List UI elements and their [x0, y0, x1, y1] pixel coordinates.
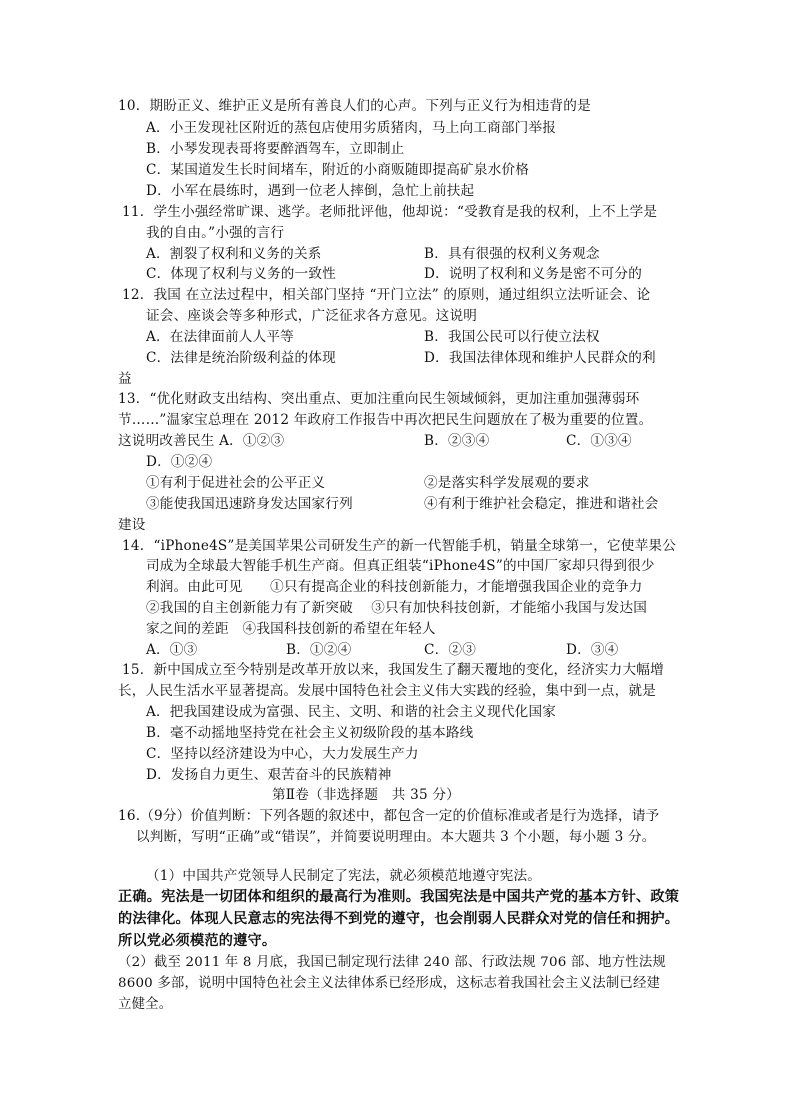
- q13-statement-1: ①有利于促进社会的公平正义: [146, 475, 326, 491]
- q12-option-a: A．在法律面前人人平等: [146, 329, 294, 345]
- q11-option-c: C．体现了权利与义务的一致性: [146, 266, 336, 282]
- q14-stem-line4: ②我国的自主创新能力有了新突破 ③只有加快科技创新，才能缩小我国与发达国: [146, 600, 648, 616]
- q14-stem-line2: 司成为全球最大智能手机生产商。但真正组装“iPhone4S”的中国厂家却只得到很少: [146, 558, 655, 574]
- q13-stem-line3: 这说明改善民生 A．①②③: [118, 433, 285, 449]
- section-2-title: 第Ⅱ卷（非选择题 共 35 分）: [272, 787, 460, 803]
- q14-option-d: D．③④: [566, 642, 619, 658]
- q15-option-a: A．把我国建设成为富强、民主、文明、和谐的社会主义现代化国家: [146, 704, 557, 720]
- q15-stem-line2: 长，人民生活水平显著提高。发展中国特色社会主义伟大实践的经验，集中到一点，就是: [118, 683, 656, 699]
- q13-statement-4: ④有利于维护社会稳定，推进和谐社会: [424, 496, 659, 512]
- q14-option-a: A．①③: [146, 642, 198, 658]
- q16-sub2-line1: （2）截至 2011 年 8 月底，我国已制定现行法律 240 部、行政法规 706 部、地方性法规: [118, 955, 667, 970]
- q15-option-d: D．发扬自力更生、艰苦奋斗的民族精神: [146, 767, 392, 783]
- q12-option-d: D．我国法律体现和维护人民群众的利: [424, 350, 656, 366]
- q16-sub2-line2: 8600 多部，说明中国特色社会主义法律体系已经形成，这标志着我国社会主义法制已经建: [118, 976, 661, 991]
- q14-option-c: C．②③: [424, 642, 476, 658]
- q12-stem-line2: 证会、座谈会等多种形式，广泛征求各方意见。这说明: [146, 308, 478, 324]
- q11-option-a: A．割裂了权利和义务的关系: [146, 246, 322, 262]
- q13-option-b: B．②③④: [424, 433, 490, 449]
- q14-stem-line1: 14．“iPhone4S”是美国苹果公司研发生产的新一代智能手机，销量全球第一，它使苹果公: [122, 538, 676, 554]
- q16-sub2-line3: 立健全。: [118, 997, 173, 1012]
- q16-stem-line2: 以判断，写明“正确”或“错误”，并简要说明理由。本大题共 3 个小题，每小题 3 分。: [136, 829, 656, 845]
- q10-option-b: B．小琴发现表哥将要醉酒驾车，立即制止: [146, 141, 405, 157]
- q16-stem-line1: 16.（9分）价值判断：下列各题的叙述中，都包含一定的价值标准或者是行为选择，请予: [118, 808, 660, 824]
- q12-option-d-continued: 益: [118, 371, 132, 387]
- q13-stem-line2: 节……”温家宝总理在 2012 年政府工作报告中再次把民生问题放在了极为重要的位置。: [118, 412, 653, 428]
- q16-sub1-answer-line2: 的法律化。体现人民意志的宪法得不到党的遵守，也会削弱人民群众对党的信任和拥护。: [118, 911, 680, 927]
- q10-option-a: A．小王发现社区附近的蒸包店使用劣质猪肉，马上向工商部门举报: [146, 120, 557, 136]
- q15-option-c: C．坚持以经济建设为中心，大力发展生产力: [146, 746, 419, 762]
- q11-option-b: B．具有很强的权利义务观念: [424, 246, 600, 262]
- q12-stem-line1: 12．我国 在立法过程中，相关部门坚持 “开门立法” 的原则，通过组织立法听证会、论: [122, 287, 651, 303]
- q10-stem: 10．期盼正义、维护正义是所有善良人们的心声。下列与正义行为相违背的是: [118, 98, 591, 114]
- q10-option-c: C．某国道发生长时间堵车，附近的小商贩随即提高矿泉水价格: [146, 162, 530, 178]
- q15-stem-line1: 15．新中国成立至今特别是改革开放以来，我国发生了翻天覆地的变化，经济实力大幅增: [122, 662, 664, 678]
- q16-sub1-question: （1）中国共产党领导人民制定了宪法，就必须模范地遵守宪法。: [146, 868, 542, 884]
- q13-option-c: C．①③④: [566, 433, 632, 449]
- q13-stem-line1: 13．“优化财政支出结构、突出重点、更加注重向民生领域倾斜，更加注重加强薄弱环: [118, 391, 640, 407]
- q16-sub1-answer-line1: 正确。宪法是一切团体和组织的最高行为准则。我国宪法是中国共产党的基本方针、政策: [118, 889, 680, 905]
- q11-stem-line2: 我的自由。”小强的言行: [146, 225, 285, 241]
- q13-statement-4-continued: 建设: [118, 517, 146, 533]
- q12-option-b: B．我国公民可以行使立法权: [424, 329, 600, 345]
- q13-statement-3: ③能使我国迅速跻身发达国家行列: [146, 496, 353, 512]
- q13-statement-2: ②是落实科学发展观的要求: [424, 475, 590, 491]
- q12-option-c: C．法律是统治阶级利益的体现: [146, 350, 336, 366]
- q15-option-b: B．毫不动摇地坚持党在社会主义初级阶段的基本路线: [146, 725, 474, 741]
- q11-option-d: D．说明了权利和义务是密不可分的: [424, 266, 643, 282]
- q16-sub1-answer-line3: 所以党必须模范的遵守。: [118, 933, 277, 949]
- q10-option-d: D．小军在晨练时，遇到一位老人摔倒，急忙上前扶起: [146, 183, 475, 199]
- q13-option-d: D．①②④: [146, 454, 213, 470]
- q11-stem-line1: 11．学生小强经常旷课、逃学。老师批评他，他却说：“受教育是我的权利，上不上学是: [122, 204, 658, 220]
- q14-stem-line5: 家之间的差距 ④我国科技创新的希望在年轻人: [146, 621, 436, 637]
- q14-option-b: B．①②④: [286, 642, 352, 658]
- q14-stem-line3: 利润。由此可见 ①只有提高企业的科技创新能力，才能增强我国企业的竞争力: [146, 579, 643, 595]
